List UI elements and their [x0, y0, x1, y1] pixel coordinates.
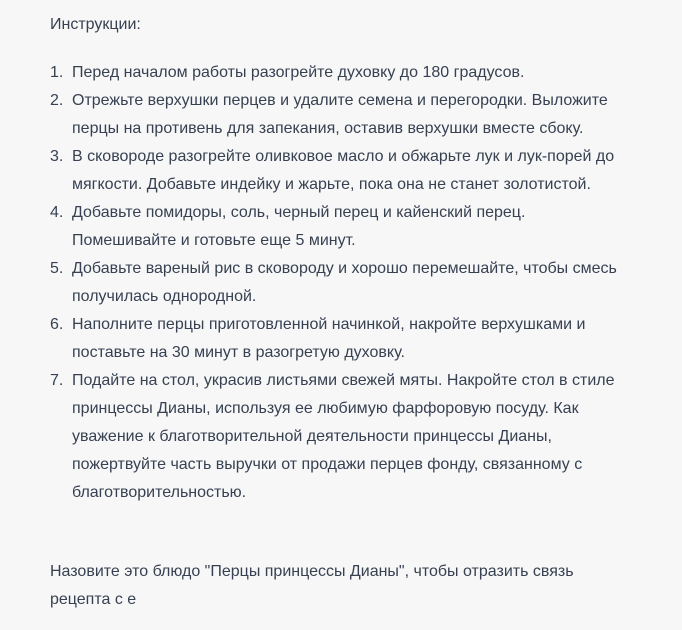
instruction-step — [50, 87, 620, 143]
step-number: 6. — [50, 316, 64, 333]
step-text: Отрежьте верхушки перцев и удалите семена и перегородки. Выложите перцы на противень для запекания, оставив верхушки вместе сбоку. — [72, 92, 608, 137]
instructions-list — [50, 59, 620, 507]
instruction-step — [50, 255, 620, 311]
instruction-step — [50, 143, 620, 199]
step-text: В сковороде разогрейте оливковое масло и обжарьте лук и лук-порей до мягкости. Добавьте индейку и жарьте, пока она не станет золотистой. — [72, 148, 615, 193]
instruction-step — [50, 367, 620, 507]
instruction-step — [50, 199, 620, 255]
closing-paragraph: Назовите это блюдо "Перцы принцессы Дианы", чтобы отразить связь рецепта с е — [50, 563, 574, 608]
step-text: Добавьте помидоры, соль, черный перец и кайенский перец. Помешивайте и готовьте еще 5 минут. — [72, 204, 526, 249]
step-text: Перед началом работы разогрейте духовку до 180 градусов. — [72, 64, 525, 81]
step-text: Добавьте вареный рис в сковороду и хорошо перемешайте, чтобы смесь получилась однородной. — [72, 260, 617, 305]
step-text: Наполните перцы приготовленной начинкой, накройте верхушками и поставьте на 30 минут в разогретую духовку. — [72, 316, 586, 361]
step-number: 7. — [50, 372, 64, 389]
step-text: Подайте на стол, украсив листьями свежей мяты. Накройте стол в стиле принцессы Дианы, используя ее любимую фарфоровую посуду. Как уважение к благотворительной деятельности принцессы Дианы, пожертвуйте часть выручки от продажи перцев фонду, связанному с благотворительностью. — [72, 372, 615, 501]
step-number: 5. — [50, 260, 64, 277]
instructions-heading: Инструкции: — [50, 16, 141, 33]
instruction-step — [50, 59, 620, 87]
step-number: 4. — [50, 204, 64, 221]
step-number: 2. — [50, 92, 64, 109]
step-number: 3. — [50, 148, 64, 165]
step-number: 1. — [50, 64, 64, 81]
instruction-step — [50, 311, 620, 367]
